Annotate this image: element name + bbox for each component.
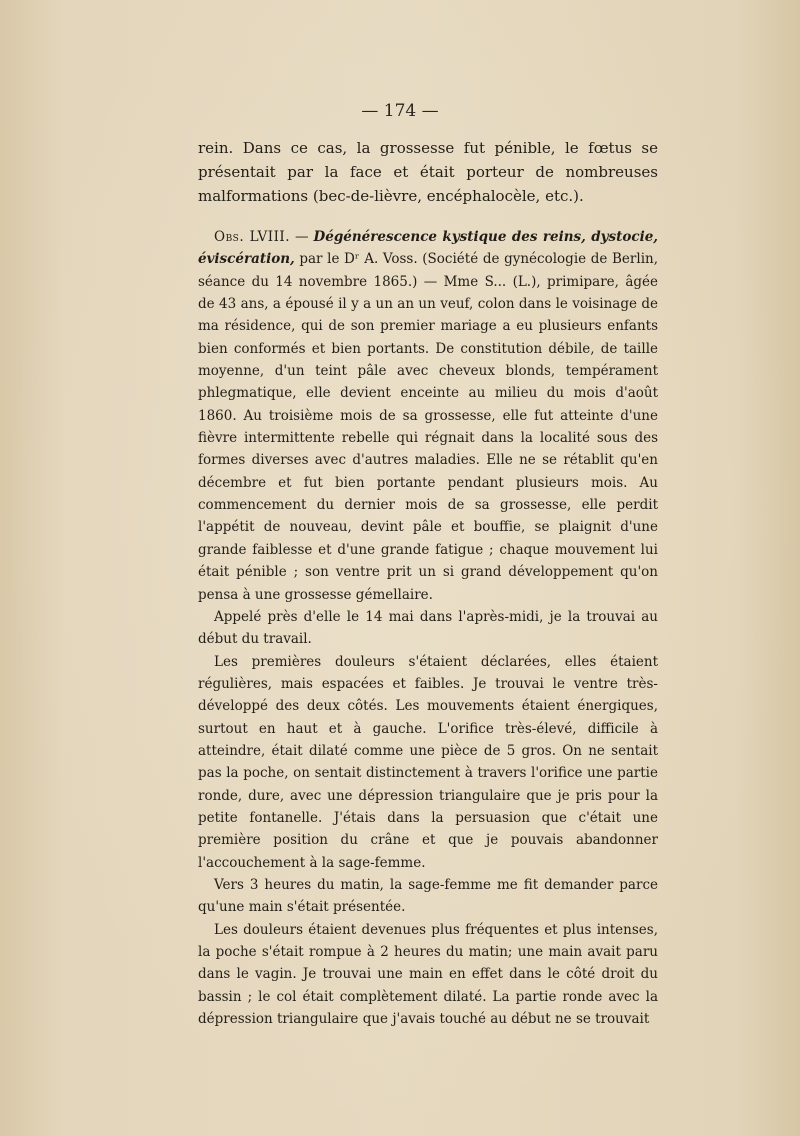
paragraph-called: Appelé près d'elle le 14 mai dans l'après-midi, je la trouvai au début du travail. xyxy=(198,608,658,648)
paragraph-three-hours: Vers 3 heures du matin, la sage-femme me fit demander parce qu'une main s'était présentée. xyxy=(198,876,658,916)
observation-block xyxy=(198,226,658,1030)
observation-text: par le Dʳ A. Voss. (Société de gynécologie de Berlin, séance du 14 novembre 1865.) — Mme S... (L.), primipare, âgée de 43 ans, a épousé il y a un an un veuf, colon dans le voisinage de ma résidence, qui de son premier mariage a eu plusieurs enfants bien conformés et bien portants. De constitution débile, de taille moyenne, d'un teint pâle avec cheveux blonds, tempérament phlegmatique, elle devient enceinte au milieu du mois d'août 1860. Au troisième mois de sa grossesse, elle fut atteinte d'une fièvre intermittente rebelle qui régnait dans la localité sous des formes diverses avec d'autres maladies. Elle ne se rétablit qu'en décembre et fut bien portante pendant plusieurs mois. Au commencement du dernier mois de sa grossesse, elle perdit l'appétit de nouveau, devint pâle et bouffie, se plaignit d'une grande faiblesse et d'une grande fatigue ; chaque mouvement lui était pénible ; son ventre prit un si grand développement qu'on pensa à une grossesse gémellaire. xyxy=(198,251,658,603)
paragraph-first-pains: Les premières douleurs s'étaient déclarées, elles étaient régulières, mais espacées et faibles. Je trouvai le ventre très-développé des deux côtés. Les mouvements étaient énergiques, surtout en haut et à gauche. L'orifice très-élevé, difficile à atteindre, était dilaté comme une pièce de 5 gros. On ne sentait pas la poche, on sentait distinctement à travers l'orifice une partie ronde, dure, avec une dépression triangulaire que je pris pour la petite fontanelle. J'étais dans la persuasion que c'était une première position du crâne et que je pouvais abandonner l'accouchement à la sage-femme. xyxy=(198,653,658,871)
observation-label: Obs. LVIII. xyxy=(214,229,291,245)
paragraph-continued: rein. Dans ce cas, la grossesse fut pénible, le fœtus se présentait par la face et était porteur de nombreuses malformations (bec-de-lièvre, encéphalocèle, etc.). xyxy=(198,139,658,205)
observation-title: Dégénérescence kystique des reins, dystocie, éviscération, xyxy=(198,229,658,268)
paragraph-pains-frequent: Les douleurs étaient devenues plus fréquentes et plus intenses, la poche s'était rompue à 2 heures du matin; une main avait paru dans le vagin. Je trouvai une main en effet dans le côté droit du bassin ; le col était complètement dilaté. La partie ronde avec la dépression triangulaire que j'avais touché au début ne se trouvait xyxy=(198,921,658,1028)
page-number: — 174 — xyxy=(361,101,439,121)
opening-paragraph-block xyxy=(198,136,658,208)
observation-dash: — xyxy=(290,229,314,245)
observation-paragraph xyxy=(198,226,658,606)
